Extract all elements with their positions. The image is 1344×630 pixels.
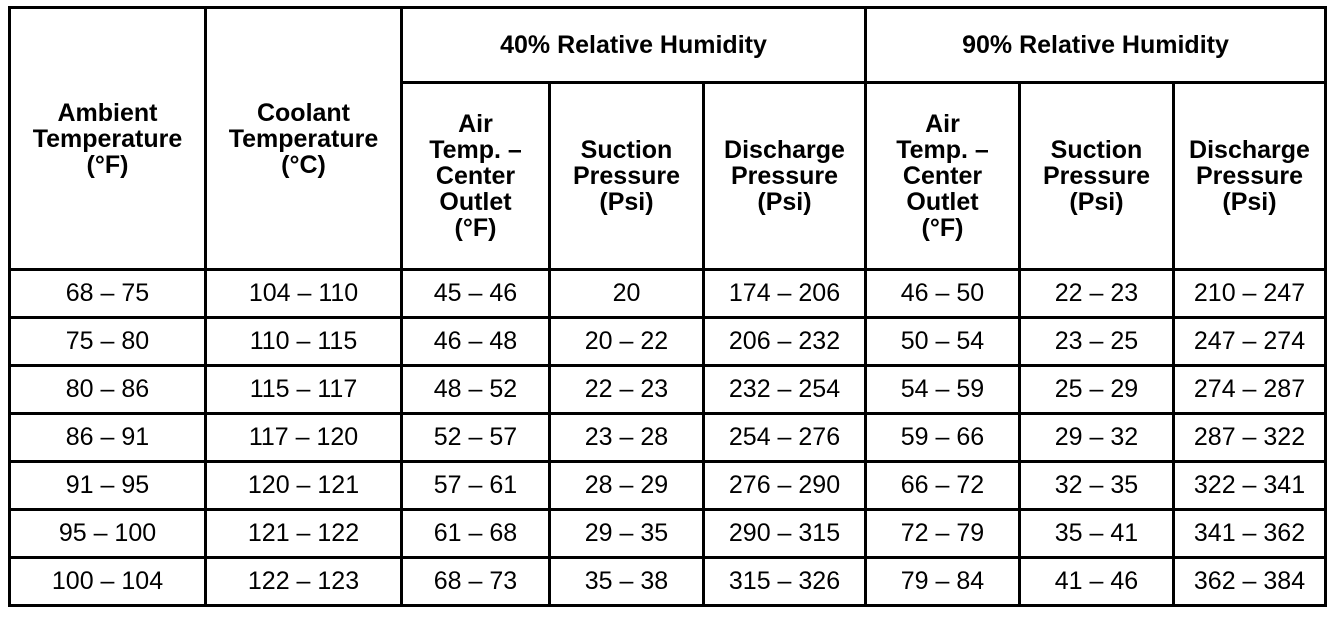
cell-discharge-40: 232 – 254 bbox=[704, 366, 866, 414]
cell-air-temp-90: 66 – 72 bbox=[866, 462, 1020, 510]
cell-suction-90: 32 – 35 bbox=[1020, 462, 1174, 510]
cell-discharge-90: 362 – 384 bbox=[1174, 558, 1326, 606]
cell-discharge-40: 174 – 206 bbox=[704, 270, 866, 318]
header-air-temp-40: Air Temp. – Center Outlet (°F) bbox=[402, 83, 550, 270]
cell-air-temp-40: 61 – 68 bbox=[402, 510, 550, 558]
cell-air-temp-90: 79 – 84 bbox=[866, 558, 1020, 606]
cell-suction-90: 29 – 32 bbox=[1020, 414, 1174, 462]
cell-air-temp-40: 46 – 48 bbox=[402, 318, 550, 366]
cell-suction-90: 23 – 25 bbox=[1020, 318, 1174, 366]
cell-suction-40: 35 – 38 bbox=[550, 558, 704, 606]
cell-discharge-40: 254 – 276 bbox=[704, 414, 866, 462]
cell-coolant: 120 – 121 bbox=[206, 462, 402, 510]
cell-ambient: 75 – 80 bbox=[10, 318, 206, 366]
cell-ambient: 91 – 95 bbox=[10, 462, 206, 510]
cell-suction-90: 22 – 23 bbox=[1020, 270, 1174, 318]
cell-coolant: 122 – 123 bbox=[206, 558, 402, 606]
cell-air-temp-90: 72 – 79 bbox=[866, 510, 1020, 558]
cell-suction-90: 41 – 46 bbox=[1020, 558, 1174, 606]
cell-air-temp-90: 46 – 50 bbox=[866, 270, 1020, 318]
table-row bbox=[10, 366, 1326, 414]
table-container bbox=[8, 6, 1327, 607]
cell-discharge-90: 247 – 274 bbox=[1174, 318, 1326, 366]
header-discharge-90: Discharge Pressure (Psi) bbox=[1174, 83, 1326, 270]
header-ambient-temperature: Ambient Temperature (°F) bbox=[10, 8, 206, 270]
cell-discharge-40: 290 – 315 bbox=[704, 510, 866, 558]
cell-coolant: 110 – 115 bbox=[206, 318, 402, 366]
header-air-temp-90: Air Temp. – Center Outlet (°F) bbox=[866, 83, 1020, 270]
cell-ambient: 86 – 91 bbox=[10, 414, 206, 462]
table-row bbox=[10, 510, 1326, 558]
cell-air-temp-40: 57 – 61 bbox=[402, 462, 550, 510]
cell-suction-40: 22 – 23 bbox=[550, 366, 704, 414]
cell-ambient: 68 – 75 bbox=[10, 270, 206, 318]
header-discharge-40: Discharge Pressure (Psi) bbox=[704, 83, 866, 270]
table-row bbox=[10, 270, 1326, 318]
cell-discharge-40: 206 – 232 bbox=[704, 318, 866, 366]
table-row bbox=[10, 462, 1326, 510]
cell-ambient: 100 – 104 bbox=[10, 558, 206, 606]
cell-air-temp-40: 45 – 46 bbox=[402, 270, 550, 318]
cell-suction-40: 29 – 35 bbox=[550, 510, 704, 558]
cell-ambient: 95 – 100 bbox=[10, 510, 206, 558]
cell-coolant: 115 – 117 bbox=[206, 366, 402, 414]
header-suction-40: Suction Pressure (Psi) bbox=[550, 83, 704, 270]
cell-discharge-40: 276 – 290 bbox=[704, 462, 866, 510]
header-group-40-humidity: 40% Relative Humidity bbox=[402, 8, 866, 83]
cell-air-temp-90: 59 – 66 bbox=[866, 414, 1020, 462]
cell-discharge-90: 210 – 247 bbox=[1174, 270, 1326, 318]
cell-air-temp-90: 54 – 59 bbox=[866, 366, 1020, 414]
cell-air-temp-40: 52 – 57 bbox=[402, 414, 550, 462]
header-group-90-humidity: 90% Relative Humidity bbox=[866, 8, 1326, 83]
cell-suction-40: 20 – 22 bbox=[550, 318, 704, 366]
cell-coolant: 104 – 110 bbox=[206, 270, 402, 318]
cell-discharge-40: 315 – 326 bbox=[704, 558, 866, 606]
table-body bbox=[10, 270, 1326, 606]
table-row bbox=[10, 414, 1326, 462]
cell-coolant: 117 – 120 bbox=[206, 414, 402, 462]
cell-discharge-90: 274 – 287 bbox=[1174, 366, 1326, 414]
table-row bbox=[10, 558, 1326, 606]
cell-suction-90: 25 – 29 bbox=[1020, 366, 1174, 414]
cell-suction-40: 28 – 29 bbox=[550, 462, 704, 510]
table-row bbox=[10, 318, 1326, 366]
cell-suction-40: 20 bbox=[550, 270, 704, 318]
cell-suction-90: 35 – 41 bbox=[1020, 510, 1174, 558]
cell-air-temp-40: 48 – 52 bbox=[402, 366, 550, 414]
cell-discharge-90: 341 – 362 bbox=[1174, 510, 1326, 558]
header-suction-90: Suction Pressure (Psi) bbox=[1020, 83, 1174, 270]
cell-ambient: 80 – 86 bbox=[10, 366, 206, 414]
header-coolant-temperature: Coolant Temperature (°C) bbox=[206, 8, 402, 270]
cell-air-temp-40: 68 – 73 bbox=[402, 558, 550, 606]
ac-performance-table bbox=[8, 6, 1327, 607]
cell-coolant: 121 – 122 bbox=[206, 510, 402, 558]
header-row-groups bbox=[10, 8, 1326, 83]
cell-suction-40: 23 – 28 bbox=[550, 414, 704, 462]
cell-air-temp-90: 50 – 54 bbox=[866, 318, 1020, 366]
cell-discharge-90: 287 – 322 bbox=[1174, 414, 1326, 462]
cell-discharge-90: 322 – 341 bbox=[1174, 462, 1326, 510]
